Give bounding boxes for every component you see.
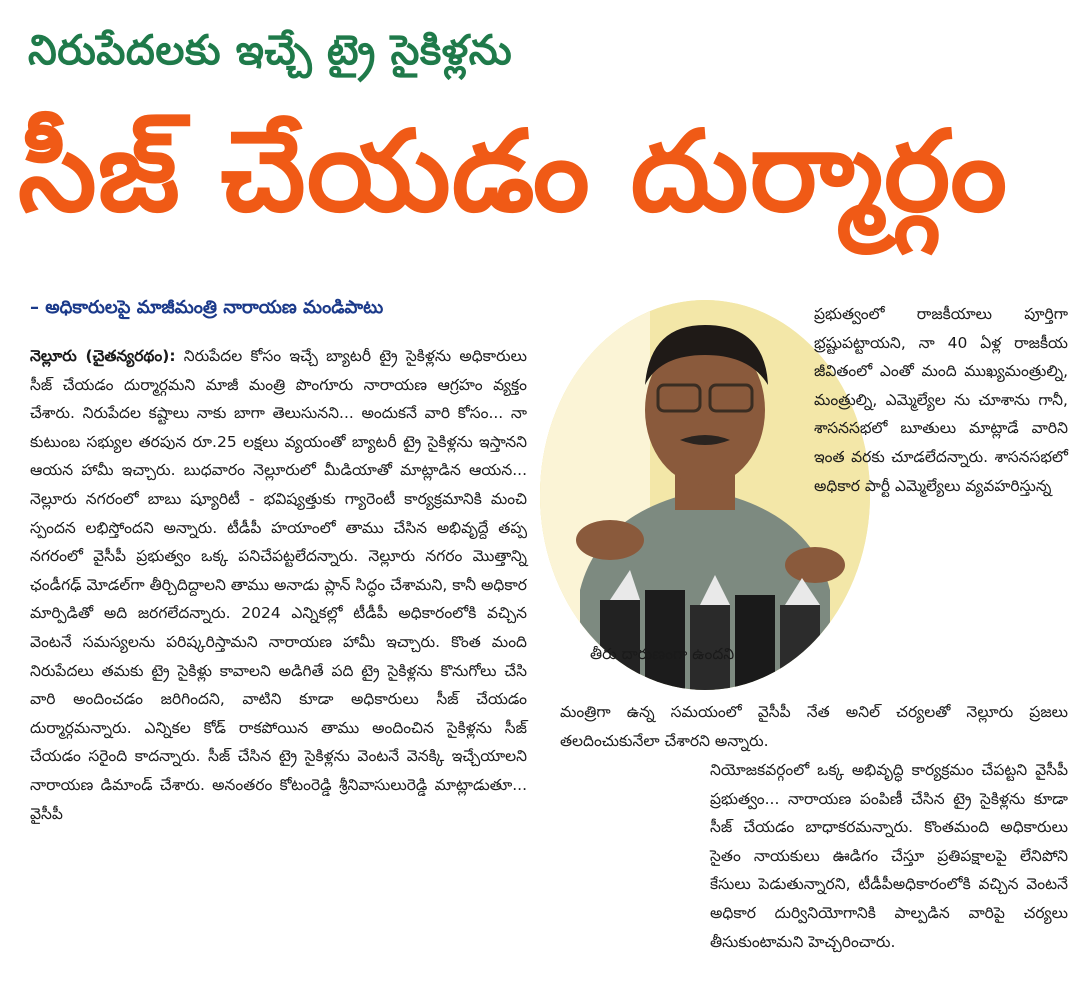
right-top-text: ప్రభుత్వంలో రాజకీయాలు పూర్తిగా భ్రష్టుపట్టాయని, నా 40 ఏళ్ల రాజకీయ జీవితంలో ఎంతో మంది ముఖ్యమంత్రుల్ని, మంత్రుల్ని, ఎమ్మెల్యేల ను చూశాను గానీ, శాసనసభలో బూతులు మాట్లాడే వారిని ఇంత వరకు చూడలేదన్నారు. శాసనసభలో అధికార పార్టీ ఎమ్మెల్యేలు వ్యవహరిస్తున్న [814,305,1068,495]
right-bottom-text: నియోజకవర్గంలో ఒక్క అభివృద్ధి కార్యక్రమం చేపట్టని వైసీపీ ప్రభుత్వం... నారాయణ పంపిణీ చేసిన ట్రై సైకిళ్లను కూడా సీజ్ చేయడం బాధాకరమన్నారు. కొంతమంది అధికారులు సైతం నాయకులు ఊడిగం చేస్తూ ప్రతిపక్షాలపై లేనిపోని కేసులు పెడుతున్నారని, టీడీపీఅధికారంలోకి వచ్చిన వెంటనే అధికార దుర్వినియోగానికి పాల్పడిన వారిపై చర్యలు తీసుకుంటామని హెచ్చరించారు. [710,761,1068,951]
right-hand [785,547,845,583]
article-paragraph [30,342,527,828]
dateline: నెల్లూరు (చైతన్యరథం): [30,347,176,365]
article-right-mid-column [590,640,1068,669]
article-left-column [30,342,527,828]
left-body-text: నిరుపేదల కోసం ఇచ్చే బ్యాటరీ ట్రై సైకిళ్లను అధికారులు సీజ్ చేయడం దుర్మార్గమని మాజీ మంత్రి పొంగూరు నారాయణ ఆగ్రహం వ్యక్తం చేశారు. నిరుపేదల కష్టాలు నాకు బాగా తెలుసునని... అందుకనే వారి కోసం... నా కుటుంబ సభ్యుల తరపున రూ.25 లక్షలు వ్యయంతో బ్యాటరీ ట్రై సైకిళ్లను ఇస్తానని ఆయన హామీ ఇచ్చారు. బుధవారం నెల్లూరులో మీడియాతో మాట్లాడిన ఆయన... నెల్లూరు నగరంలో బాబు ష్యూరిటీ - భవిష్యత్తుకు గ్యారెంటీ కార్యక్రమానికి మంచి స్పందన లభిస్తోందని అన్నారు. టీడీపీ హయాంలో తాము చేసిన అభివృద్దే తప్ప నగరంలో వైసీపీ ప్రభుత్వం ఒక్క పనిచేపట్టలేదన్నారు. నెల్లూరు నగరం మొత్తాన్ని ఛండీగఢ్ మోడల్‌గా తీర్చిదిద్దాలని తాము అనాడు ప్లాన్ సిద్ధం చేశామని, కానీ అధికార మార్పిడితో అది జరగలేదన్నారు. 2024 ఎన్నికల్లో టీడీపీ అధికారంలోకి వచ్చిన వెంటనే సమస్యలను పరిష్కరిస్తామని నారాయణ హామీ ఇచ్చారు. కొంత మంది నిరుపేదలు తమకు ట్రై సైకిళ్లు కావాలని అడిగితే పది ట్రై సైకిళ్లను కొనుగోలు చేసి వారి అందించడం జరిగిందని, వాటిని కూడా అధికారులు సీజ్ చేయడం దుర్మార్గమన్నారు. ఎన్నికల కోడ్ రాకపోయిన తాము అందించిన సైకిళ్లను సీజ్ చేయడం సరైంది కాదన్నారు. సీజ్ చేసిన ట్రై సైకిళ్లను వెంటనే వెనక్కి ఇచ్చేయాలని నారాయణ డిమాండ్ చేశారు. అనంతరం కోటంరెడ్డి శ్రీనివాసులురెడ్డి మాట్లాడుతూ... వైసీపీ [30,347,528,823]
kicker-headline: నిరుపేదలకు ఇచ్చే ట్రై సైకిళ్లను [28,26,513,74]
article-right-top-column [814,300,1068,500]
article-right-bottom-column [560,756,1068,956]
byline: – అధికారులపై మాజీమంత్రి నారాయణ మండిపాటు [30,297,384,318]
article-right-mid2-column [560,698,1068,755]
right-mid2-text: మంత్రిగా ఉన్న సమయంలో వైసీపీ నేత అనిల్ చర్యలతో నెల్లూరు ప్రజలు తలదించుకునేలా చేశారని అన్నారు. [560,703,1068,750]
main-headline: సీజ్ చేయడం దుర్మార్గం [18,107,1009,237]
left-hand [576,520,644,560]
right-mid-text: తీరు దారుణంగా ఉందని, [590,645,740,663]
